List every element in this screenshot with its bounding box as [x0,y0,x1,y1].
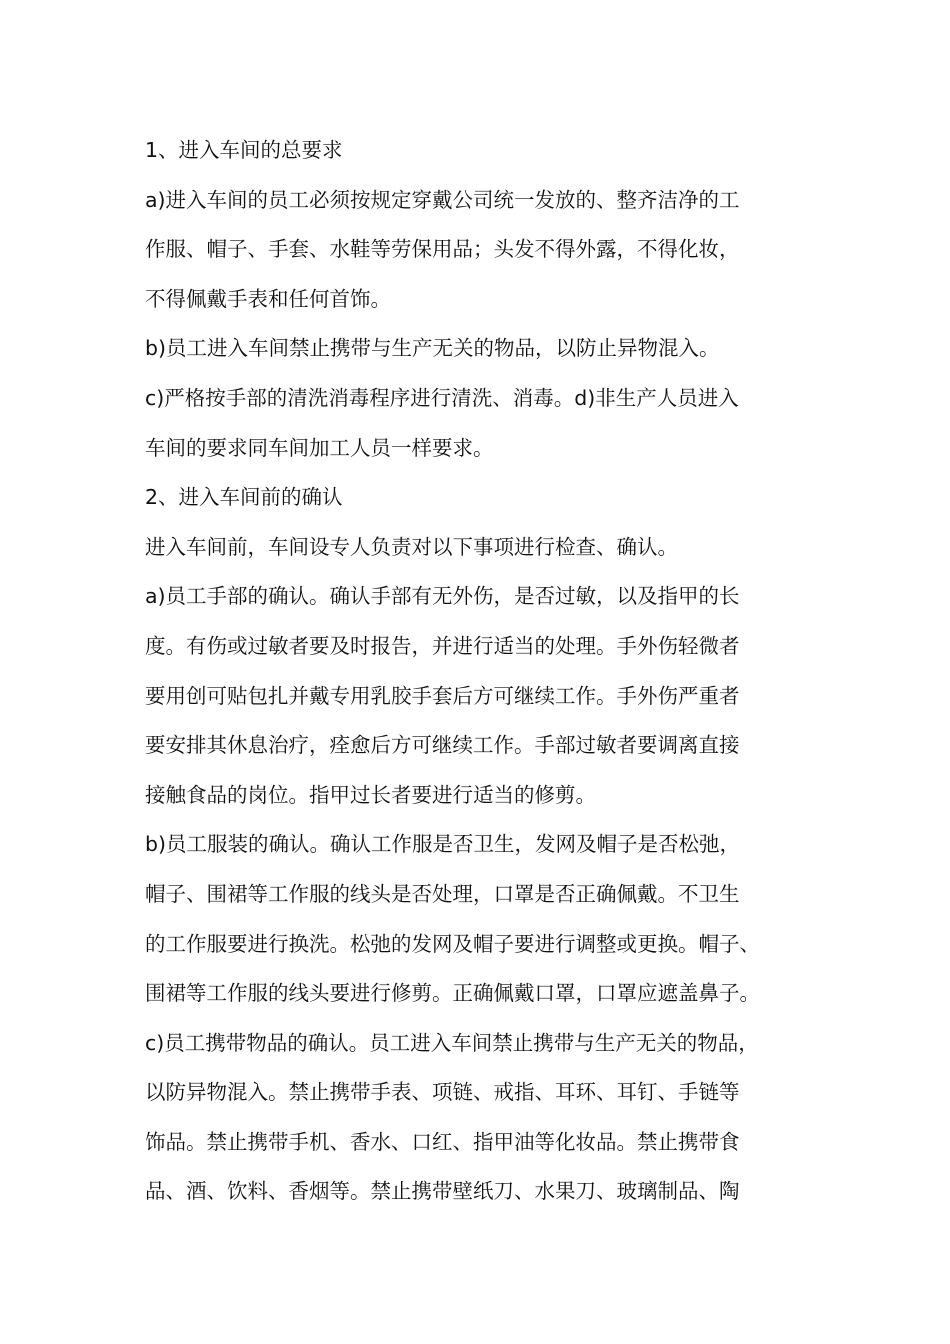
paragraph-line: 要用创可贴包扎并戴专用乳胶手套后方可继续工作。手外伤严重者 [145,683,740,708]
paragraph-line: a)员工手部的确认。确认手部有无外伤，是否过敏，以及指甲的长 [145,584,740,609]
paragraph-line: c)严格按手部的清洗消毒程序进行清洗、消毒。d)非生产人员进入 [145,385,739,410]
paragraph-line: 的工作服要进行换洗。松弛的发网及帽子要进行调整或更换。帽子、 [145,931,760,956]
paragraph-line: 不得佩戴手表和任何首饰。 [145,286,391,311]
paragraph-line: 进入车间前，车间设专人负责对以下事项进行检查、确认。 [145,534,678,559]
section-heading-2: 2、进入车间前的确认 [145,485,343,510]
paragraph-line: c)员工携带物品的确认。员工进入车间禁止携带与生产无关的物品， [145,1030,759,1055]
paragraph-line: 饰品。禁止携带手机、香水、口红、指甲油等化妆品。禁止携带食 [145,1129,740,1154]
paragraph-line: 围裙等工作服的线头要进行修剪。正确佩戴口罩，口罩应遮盖鼻子。 [145,981,760,1006]
paragraph-line: 帽子、围裙等工作服的线头是否处理，口罩是否正确佩戴。不卫生 [145,881,740,906]
paragraph-line: 要安排其休息治疗，痊愈后方可继续工作。手部过敏者要调离直接 [145,733,740,758]
paragraph-line: b)员工进入车间禁止携带与生产无关的物品，以防止异物混入。 [145,336,720,361]
paragraph-line: 车间的要求同车间加工人员一样要求。 [145,435,494,460]
document-body [145,126,825,1217]
paragraph-line: 度。有伤或过敏者要及时报告，并进行适当的处理。手外伤轻微者 [145,633,740,658]
section-heading-1: 1、进入车间的总要求 [145,138,343,162]
paragraph-line: 作服、帽子、手套、水鞋等劳保用品；头发不得外露，不得化妆， [145,237,740,262]
paragraph-line: 以防异物混入。禁止携带手表、项链、戒指、耳环、耳钉、手链等 [145,1080,740,1105]
paragraph-line: 接触食品的岗位。指甲过长者要进行适当的修剪。 [145,782,596,807]
paragraph-line: 品、酒、饮料、香烟等。禁止携带壁纸刀、水果刀、玻璃制品、陶 [145,1179,740,1204]
paragraph-line: b)员工服装的确认。确认工作服是否卫生，发网及帽子是否松弛， [145,832,741,857]
paragraph-line: a)进入车间的员工必须按规定穿戴公司统一发放的、整齐洁净的工 [145,187,740,212]
